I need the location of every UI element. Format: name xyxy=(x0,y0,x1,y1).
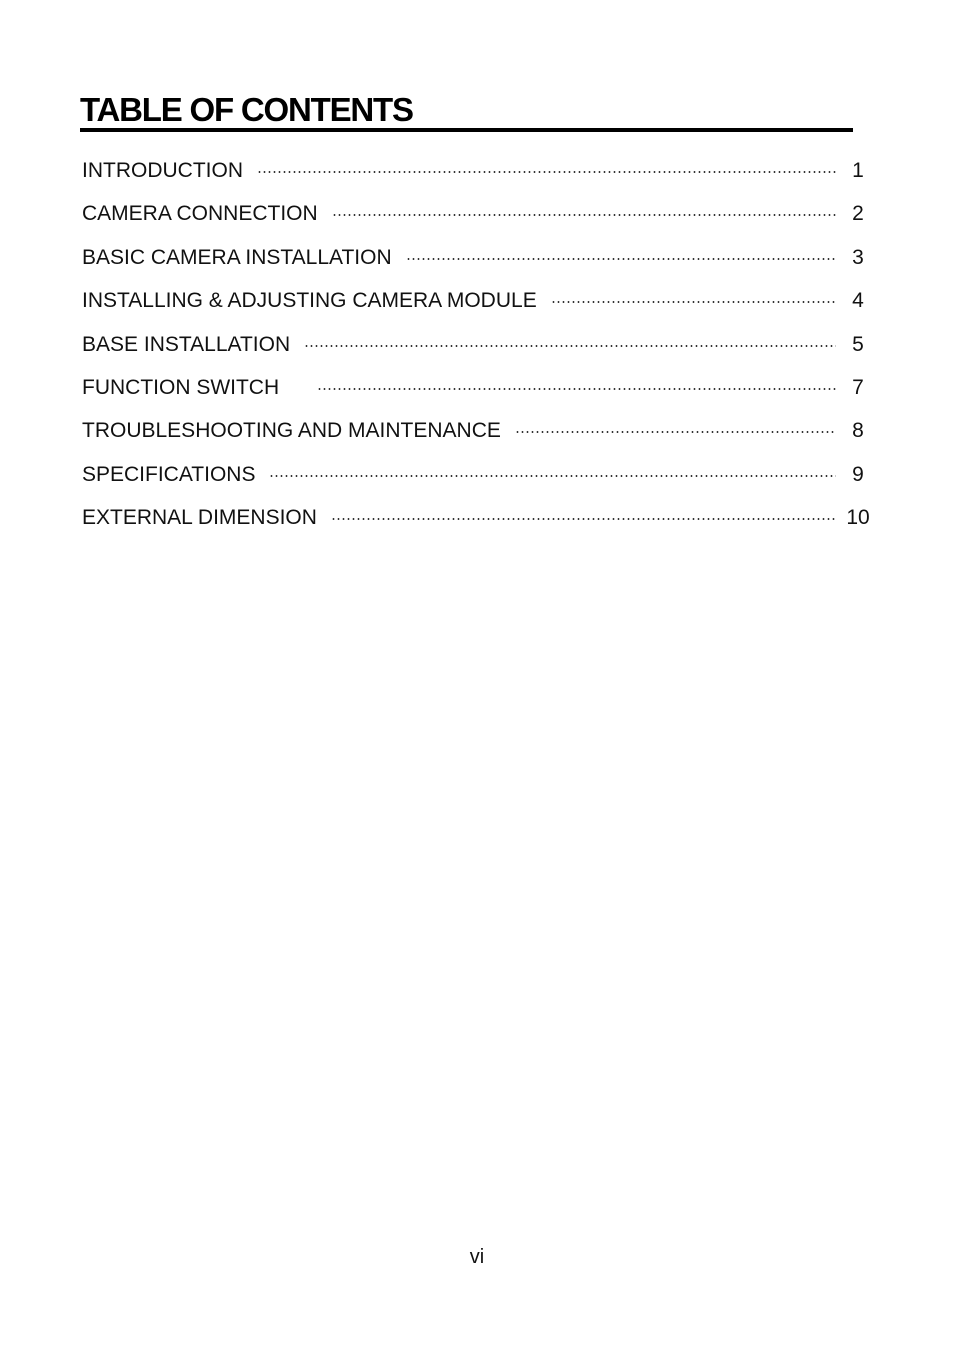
toc-entry-title: INTRODUCTION xyxy=(82,159,243,182)
page-number: vi xyxy=(469,1246,485,1268)
toc-entry-title: SPECIFICATIONS xyxy=(82,462,256,486)
toc-entry-title: CAMERA CONNECTION xyxy=(82,202,318,226)
toc-entry-camera-connection[interactable] xyxy=(82,199,872,242)
toc-entry-page: 9 xyxy=(852,462,864,486)
toc-entry-page: 5 xyxy=(852,332,864,356)
toc-list xyxy=(82,156,872,547)
toc-entry-page: 2 xyxy=(852,202,864,226)
dot-leader xyxy=(551,301,836,303)
toc-entry-title: INSTALLING & ADJUSTING CAMERA MODULE xyxy=(82,289,537,313)
toc-entry-page: 4 xyxy=(852,289,864,313)
toc-entry-function-switch[interactable] xyxy=(82,373,872,416)
toc-entry-title: BASE INSTALLATION xyxy=(82,332,291,356)
toc-entry-basic-camera-installation[interactable] xyxy=(82,243,872,286)
toc-entry-title: FUNCTION SWITCH xyxy=(82,375,280,399)
toc-entry-troubleshooting-and-maintenance[interactable] xyxy=(82,416,872,459)
dot-leader xyxy=(257,171,836,173)
dot-leader xyxy=(515,431,836,433)
toc-heading xyxy=(80,88,853,132)
dot-leader xyxy=(304,345,836,347)
toc-entry-title: EXTERNAL DIMENSION xyxy=(82,506,317,530)
toc-entry-specifications[interactable] xyxy=(82,460,872,503)
toc-entry-page: 3 xyxy=(852,245,864,269)
dot-leader xyxy=(332,214,836,216)
toc-entry-title: BASIC CAMERA INSTALLATION xyxy=(82,245,392,269)
toc-entry-installing-adjusting-camera-module[interactable] xyxy=(82,286,872,329)
dot-leader xyxy=(331,518,836,520)
toc-entry-external-dimension[interactable] xyxy=(82,503,872,546)
toc-entry-title: TROUBLESHOOTING AND MAINTENANCE xyxy=(82,419,501,443)
page-title: TABLE OF CONTENTS xyxy=(80,91,413,128)
toc-entry-page: 10 xyxy=(846,506,870,530)
toc-entry-page: 7 xyxy=(852,375,864,399)
toc-entry-page: 8 xyxy=(852,419,864,443)
toc-entry-base-installation[interactable] xyxy=(82,330,872,373)
toc-entry-introduction[interactable] xyxy=(82,156,872,199)
toc-entry-page: 1 xyxy=(852,159,864,182)
dot-leader xyxy=(317,388,836,390)
dot-leader xyxy=(269,475,836,477)
dot-leader xyxy=(406,258,836,260)
